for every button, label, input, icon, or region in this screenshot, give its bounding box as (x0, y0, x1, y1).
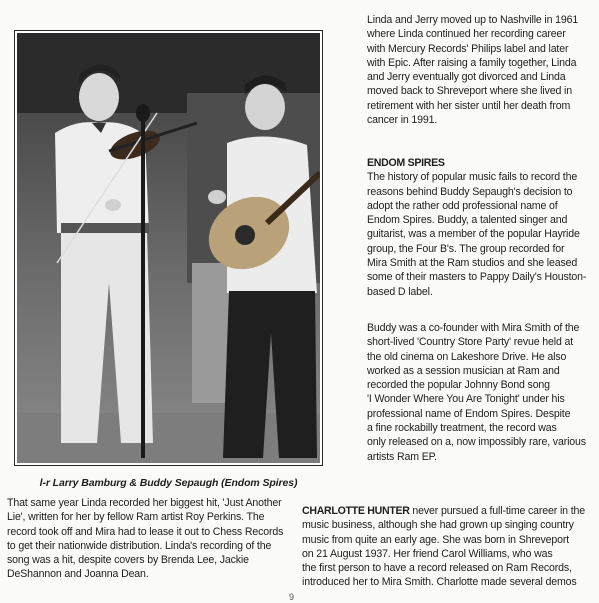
text-line: worked as a session musician at Ram and (367, 364, 560, 377)
text-line: Linda and Jerry moved up to Nashville in 1961 (367, 14, 579, 26)
text-line: the old cinema on Lakeshore Drive. He also (367, 350, 567, 363)
photograph-icon (17, 33, 320, 463)
text-line: retirement with her sister until her death from (367, 99, 571, 112)
text-line: cancer in 1991. (367, 114, 438, 127)
text-line: adopt the rather odd professional name of (367, 199, 558, 212)
text-line: song was a hit, despite covers by Brenda Lee, Jackie (7, 554, 249, 567)
text-line: based D label. (367, 285, 433, 298)
text-line: to get their nationwide distribution. Linda's recording of the (7, 539, 272, 552)
text-line: introduced her to Mira Smith. Charlotte made several demos (302, 576, 577, 589)
text-line: the first person to have a record released on Ram Records, (302, 562, 572, 575)
article-text-linda (367, 13, 592, 127)
section-heading: ENDOM SPIRES (367, 157, 445, 169)
text-line: The history of popular music fails to record the (367, 171, 578, 184)
text-line: with Epic. After raising a family together, Linda (367, 56, 577, 69)
text-line: moved back to Shreveport where she lived in (367, 85, 572, 98)
text-line: group, the Four B's. The group recorded for (367, 242, 565, 255)
text-line: guitarist, was a member of the popular Hayride (367, 228, 580, 241)
text-line: where Linda continued her recording career (367, 28, 566, 41)
text-line: 'I Wonder Where You Are Tonight' under his (367, 393, 565, 406)
text-line: record took off and Mira had to lease it out to Chess Records (7, 525, 284, 538)
text-line: Mira Smith at the Ram studios and she leased (367, 257, 578, 270)
text-line: music business, although she had grown up singing country (302, 519, 574, 532)
text-line: artists Ram EP. (367, 450, 437, 463)
text-line: some of their masters to Pappy Daily's Houston- (367, 271, 587, 284)
section-endom-spires (367, 156, 592, 299)
section-endom-spires-continued (367, 321, 592, 464)
article-text-just-another-lie (7, 496, 297, 582)
section-heading: CHARLOTTE HUNTER (302, 505, 410, 517)
text-line: professional name of Endom Spires. Despite (367, 407, 571, 420)
text-line: short-lived 'Country Store Party' revue held at (367, 336, 574, 349)
photo-caption: l-r Larry Bamburg & Buddy Sepaugh (Endom Spires) (39, 477, 298, 489)
text-line: on 21 August 1937. Her friend Carol Williams, who was (302, 547, 553, 560)
text-line: with Mercury Records' Philips label and later (367, 42, 569, 55)
text-line: music from quite an early age. She was born in Shreveport (302, 533, 570, 546)
text-line: and Jerry eventually got divorced and Linda (367, 71, 566, 84)
text-line: Endom Spires. Buddy, a talented singer and (367, 214, 568, 227)
section-charlotte-hunter (302, 504, 594, 590)
text-line: That same year Linda recorded her biggest hit, 'Just Another (7, 497, 282, 509)
text-line: only released on a, now impossibly rare, various (367, 436, 586, 449)
text-line: Buddy was a co-founder with Mira Smith of the (367, 322, 580, 334)
text-line: a fine rockabilly treatment, the record was (367, 422, 557, 435)
photo-frame (14, 30, 323, 466)
text-line: Lie', written for her by fellow Ram artist Roy Perkins. The (7, 511, 265, 524)
text-line: never pursued a full-time career in the (409, 505, 585, 517)
text-line: DeShannon and Joanna Dean. (7, 568, 149, 581)
text-line: recorded the popular Johnny Bond song (367, 379, 550, 392)
text-line: reasons behind Buddy Sepaugh's decision to (367, 185, 573, 198)
page-number: 9 (289, 592, 295, 602)
